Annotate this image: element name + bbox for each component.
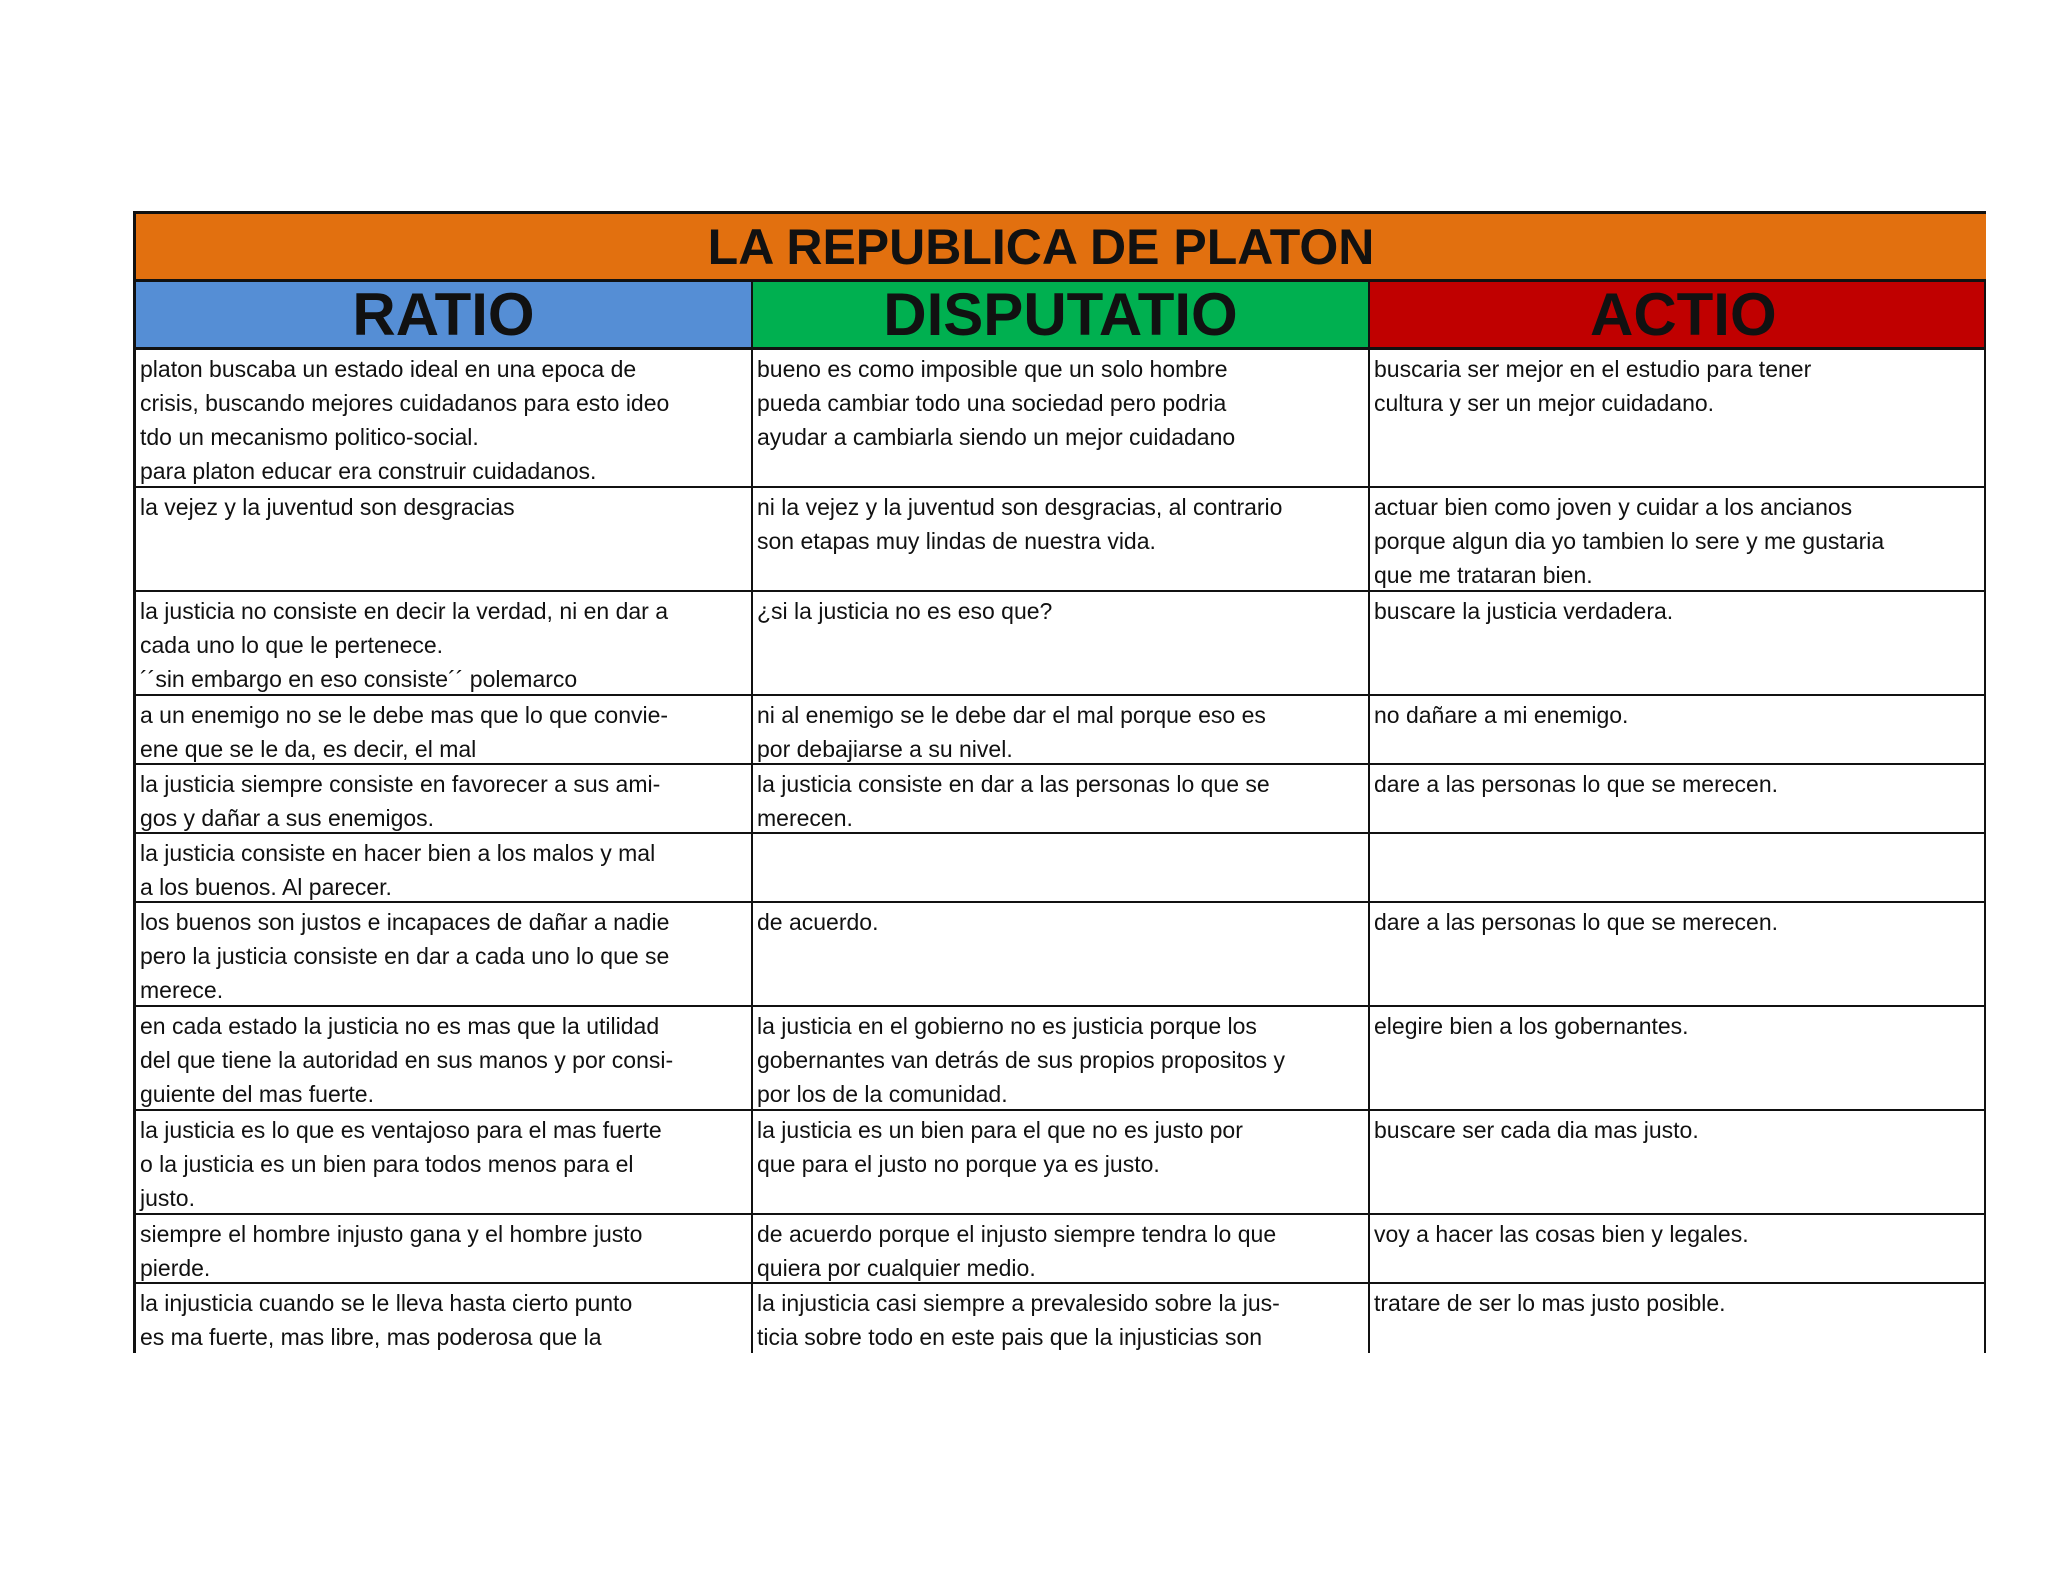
cell-actio: buscare la justicia verdadera. — [1370, 592, 1986, 696]
header-actio: ACTIO — [1370, 282, 1986, 350]
cell-ratio: la justicia no consiste en decir la verdad, ni en dar a cada uno lo que le pertenece. ´´sin embargo en eso consiste´´ polemarco — [136, 592, 753, 696]
cell-disputatio: la justicia consiste en dar a las personas lo que se merecen. — [753, 765, 1370, 834]
cell-actio: actuar bien como joven y cuidar a los ancianos porque algun dia yo tambien lo sere y me gustaria que me trataran bien. — [1370, 488, 1986, 592]
platon-table — [133, 211, 1986, 1353]
cell-actio: no dañare a mi enemigo. — [1370, 696, 1986, 765]
cell-disputatio: ni la vejez y la juventud son desgracias, al contrario son etapas muy lindas de nuestra vida. — [753, 488, 1370, 592]
cell-ratio: en cada estado la justicia no es mas que la utilidad del que tiene la autoridad en sus manos y por consi- guiente del mas fuerte. — [136, 1007, 753, 1111]
cell-disputatio: de acuerdo porque el injusto siempre tendra lo que quiera por cualquier medio. — [753, 1215, 1370, 1284]
cell-disputatio: la justicia en el gobierno no es justicia porque los gobernantes van detrás de sus propios propositos y por los de la comunidad. — [753, 1007, 1370, 1111]
cell-disputatio: bueno es como imposible que un solo hombre pueda cambiar todo una sociedad pero podria ayudar a cambiarla siendo un mejor cuidadano — [753, 350, 1370, 488]
header-disputatio: DISPUTATIO — [753, 282, 1370, 350]
cell-ratio: la justicia siempre consiste en favorecer a sus ami- gos y dañar a sus enemigos. — [136, 765, 753, 834]
cell-ratio: la injusticia cuando se le lleva hasta cierto punto es ma fuerte, mas libre, mas poderosa que la — [136, 1284, 753, 1353]
cell-actio: buscare ser cada dia mas justo. — [1370, 1111, 1986, 1215]
table-title: LA REPUBLICA DE PLATON — [136, 214, 1986, 282]
cell-disputatio: de acuerdo. — [753, 903, 1370, 1007]
cell-ratio: la justicia consiste en hacer bien a los malos y mal a los buenos. Al parecer. — [136, 834, 753, 903]
cell-disputatio: la injusticia casi siempre a prevalesido sobre la jus- ticia sobre todo en este pais que la injusticias son — [753, 1284, 1370, 1353]
cell-ratio: siempre el hombre injusto gana y el hombre justo pierde. — [136, 1215, 753, 1284]
cell-ratio: la vejez y la juventud son desgracias — [136, 488, 753, 592]
cell-actio: elegire bien a los gobernantes. — [1370, 1007, 1986, 1111]
cell-actio: tratare de ser lo mas justo posible. — [1370, 1284, 1986, 1353]
cell-actio: buscaria ser mejor en el estudio para tener cultura y ser un mejor cuidadano. — [1370, 350, 1986, 488]
cell-disputatio — [753, 834, 1370, 903]
cell-actio: dare a las personas lo que se merecen. — [1370, 903, 1986, 1007]
cell-disputatio: ¿si la justicia no es eso que? — [753, 592, 1370, 696]
cell-disputatio: ni al enemigo se le debe dar el mal porque eso es por debajiarse a su nivel. — [753, 696, 1370, 765]
cell-actio: voy a hacer las cosas bien y legales. — [1370, 1215, 1986, 1284]
cell-ratio: los buenos son justos e incapaces de dañar a nadie pero la justicia consiste en dar a cada uno lo que se merece. — [136, 903, 753, 1007]
cell-actio — [1370, 834, 1986, 903]
cell-disputatio: la justicia es un bien para el que no es justo por que para el justo no porque ya es justo. — [753, 1111, 1370, 1215]
cell-ratio: la justicia es lo que es ventajoso para el mas fuerte o la justicia es un bien para todos menos para el justo. — [136, 1111, 753, 1215]
cell-actio: dare a las personas lo que se merecen. — [1370, 765, 1986, 834]
cell-ratio: platon buscaba un estado ideal en una epoca de crisis, buscando mejores cuidadanos para esto ideo tdo un mecanismo politico-social. para platon educar era construir cuidadanos. — [136, 350, 753, 488]
cell-ratio: a un enemigo no se le debe mas que lo que convie- ene que se le da, es decir, el mal — [136, 696, 753, 765]
header-ratio: RATIO — [136, 282, 753, 350]
spreadsheet-page — [133, 211, 1885, 1350]
